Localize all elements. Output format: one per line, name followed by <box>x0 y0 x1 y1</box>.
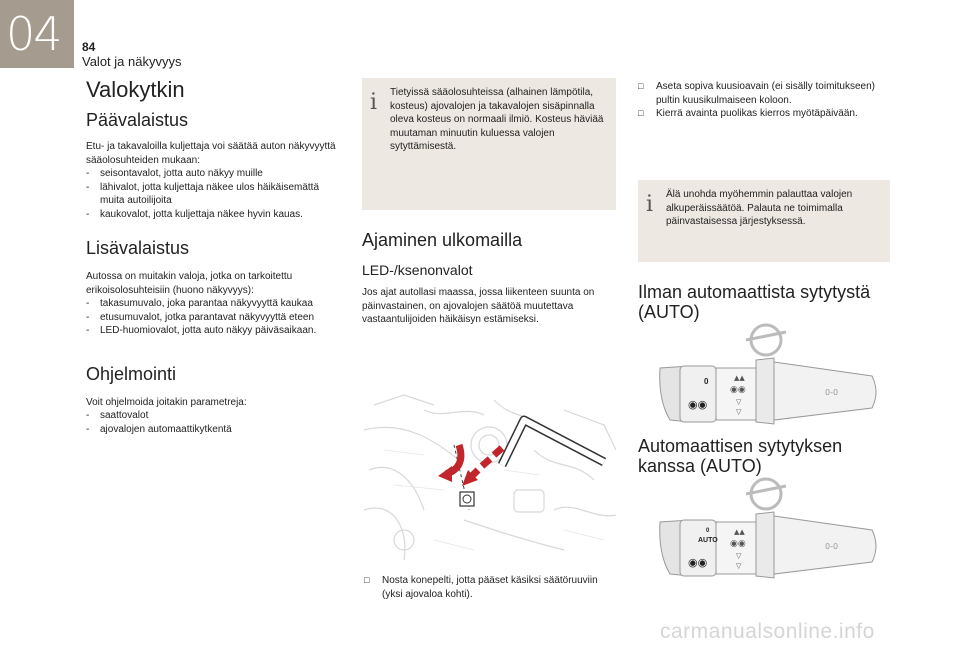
svg-text:◉◉: ◉◉ <box>730 539 746 549</box>
ohjelmointi-list <box>86 409 346 436</box>
list-item: - kaukovalot, jotta kuljettaja näkee hyvin kauas. <box>86 208 303 220</box>
list-item: □ Aseta sopiva kuusioavain (ei sisälly toimitukseen) pultin kuusikulmaiseen koloon. <box>638 81 875 106</box>
info-text: Älä unohda myöhemmin palauttaa valojen alkuperäissäätöä. Palauta ne toimimalla päinvastaisessa järjestyksessä. <box>666 189 853 227</box>
list-item: - seisontavalot, jotta auto näkyy muille <box>86 168 263 179</box>
list-item: - ajovalojen automaattikytkentä <box>86 423 232 435</box>
svg-text:▽: ▽ <box>736 408 742 416</box>
paavalaistus-list <box>86 167 346 221</box>
heading-ajaminen-ulkomailla: Ajaminen ulkomailla <box>362 230 523 250</box>
svg-text:◉◉: ◉◉ <box>730 385 746 395</box>
heading-lisavalaistus: Lisävalaistus <box>86 238 190 258</box>
arrow-bullet-icon: □ <box>638 108 644 118</box>
ajaminen-paragraph: Jos ajat autollasi maassa, jossa liikenteen suunta on päinvastainen, on ajovalojen säätöä muutettava vastaantulijoiden häikäisyn estämiseksi. <box>362 287 595 325</box>
svg-text:▲▲: ▲▲ <box>734 528 745 536</box>
stalk-zero-label: 0 <box>706 528 710 534</box>
light-stalk-manual-illustration <box>650 320 882 430</box>
chapter-tab <box>0 0 74 68</box>
arrow-bullet-icon: □ <box>364 575 370 585</box>
paavalaistus-intro: Etu- ja takavaloilla kuljettaja voi säätää auton näkyvyyttä sääolosuhteiden mukaan: <box>86 141 336 166</box>
page-number: 84 <box>82 40 96 54</box>
list-item: - takasumuvalo, joka parantaa näkyvyyttä kaukaa <box>86 298 313 309</box>
svg-text:0-0: 0-0 <box>825 388 839 397</box>
lisavalaistus-list <box>86 297 351 338</box>
lisavalaistus-intro: Autossa on muitakin valoja, jotka on tarkoitettu erikoisolosuhteisiin (huono näkyvyys): <box>86 271 293 296</box>
light-stalk-auto-illustration <box>650 474 882 584</box>
stalk-zero-label: 0 <box>704 377 709 386</box>
svg-text:▽: ▽ <box>736 398 742 406</box>
headlight-adjust-illustration <box>364 390 616 560</box>
stalk-auto-label: AUTO <box>698 537 718 544</box>
info-text: Tietyissä sääolosuhteissa (alhainen lämpötila, kosteus) ajovalojen ja takavalojen sisäpinnalla oleva kosteus on normaali ilmiö. Kosteus häviää muutaman minuutin kuluessa valojen sytyttämisestä. <box>390 87 604 152</box>
subheading-led-xenon: LED-/ksenonvalot <box>362 262 473 278</box>
steps-hex-key <box>638 80 888 121</box>
heading-paavalaistus: Päävalaistus <box>86 110 189 130</box>
list-item: - LED-huomiovalot, jotta auto näkyy päiväsaikaan. <box>86 325 317 336</box>
info-box-condensation <box>362 78 616 210</box>
heading-with-auto: Automaattisen sytytyksen kanssa (AUTO) <box>638 436 843 476</box>
svg-text:◉◉: ◉◉ <box>688 398 708 411</box>
svg-text:0-0: 0-0 <box>825 542 839 551</box>
list-item: □ Kierrä avainta puolikas kierros myötäpäivään. <box>638 108 858 119</box>
step-open-bonnet: □ Nosta konepelti, jotta pääset käsiksi säätöruuviin (yksi ajovaloa kohti). <box>364 575 598 600</box>
list-item: - lähivalot, jotta kuljettaja näkee ulos häikäisemättä muita autoilijoita <box>86 181 320 206</box>
steering-wheel-icon <box>746 325 786 355</box>
watermark: carmanualsonline.info <box>660 620 875 643</box>
arrow-bullet-icon: □ <box>638 81 644 91</box>
heading-ohjelmointi: Ohjelmointi <box>86 364 177 384</box>
page-title: Valokytkin <box>86 77 185 102</box>
svg-text:▽: ▽ <box>736 562 742 570</box>
info-icon: i <box>646 192 654 217</box>
list-item: - saattovalot <box>86 410 149 421</box>
info-box-restore <box>638 180 890 262</box>
info-icon: i <box>370 90 378 115</box>
section-title: Valot ja näkyvyys <box>82 54 182 69</box>
svg-text:▲▲: ▲▲ <box>734 374 745 382</box>
svg-text:▽: ▽ <box>736 552 742 560</box>
steering-wheel-icon <box>746 479 786 509</box>
heading-without-auto: Ilman automaattista sytytystä (AUTO) <box>638 282 871 322</box>
ohjelmointi-intro: Voit ohjelmoida joitakin parametreja: <box>86 397 247 408</box>
list-item: - etusumuvalot, jotka parantavat näkyvyyttä eteen <box>86 311 315 323</box>
chapter-number: 04 <box>6 7 61 61</box>
svg-text:◉◉: ◉◉ <box>688 556 708 569</box>
